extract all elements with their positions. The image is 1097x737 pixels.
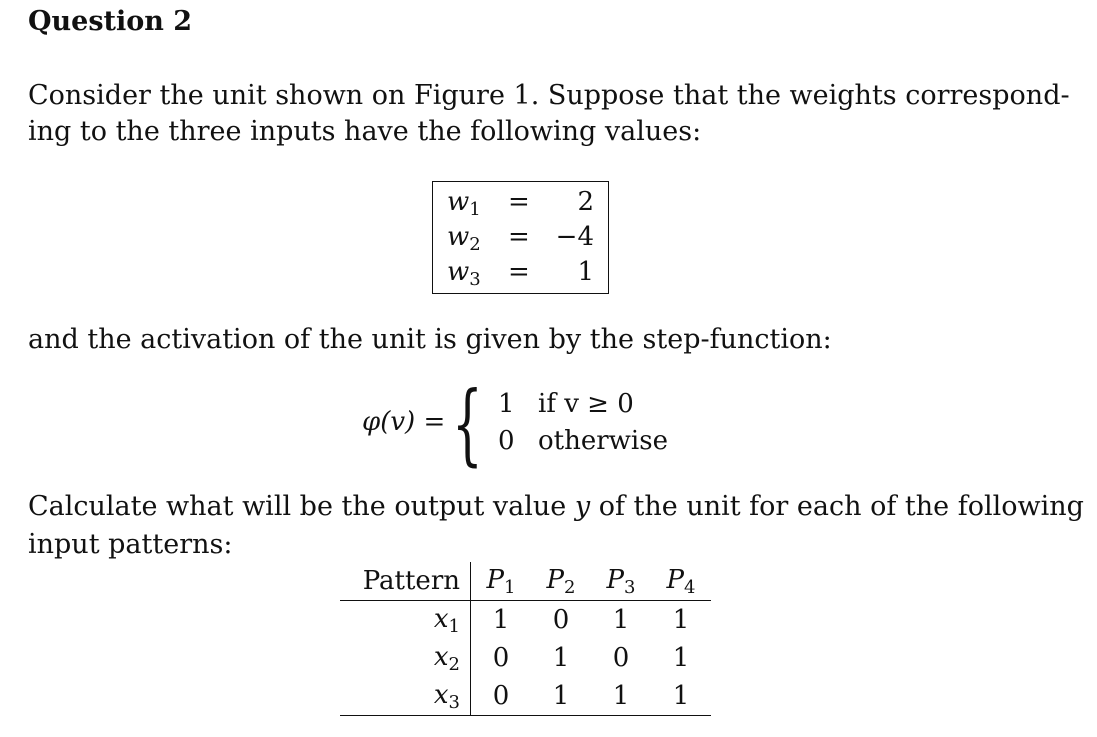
table-cell: 1 [651, 677, 711, 716]
row-header: $x_3$ [340, 677, 471, 716]
equals-sign: = [508, 257, 530, 287]
pattern-table [340, 562, 711, 716]
weight-value: 2 [577, 187, 594, 217]
weight-value: 1 [577, 257, 594, 287]
intro-line-2: ing to the three inputs have the following values: [28, 116, 702, 147]
table-cell: 0 [471, 677, 532, 716]
weight-value: −4 [555, 222, 594, 252]
question-title: Question 2 [28, 6, 193, 37]
weight-symbol: $w_2$ [447, 222, 481, 255]
table-row [340, 677, 711, 716]
case2-condition: otherwise [538, 426, 668, 456]
table-cell: 1 [492, 605, 510, 635]
row-header: $x_2$ [340, 639, 471, 677]
weight-row [433, 187, 608, 223]
column-header: $P_2$ [531, 562, 591, 601]
column-header: $P_1$ [471, 562, 532, 601]
weight-symbol: $w_3$ [447, 257, 481, 290]
case2-value: 0 [498, 426, 515, 456]
column-header: $P_3$ [591, 562, 651, 601]
weight-row [433, 222, 608, 258]
left-brace-icon: { [452, 372, 483, 475]
function-lhs: φ(v) = [362, 407, 446, 437]
table-cell: 1 [612, 605, 630, 635]
calc-line-1: Calculate what will be the output value y of the unit for each of the following [28, 491, 1084, 522]
equals-sign: = [508, 187, 530, 217]
row-header: $x_1$ [340, 601, 471, 640]
table-cell: 1 [552, 643, 570, 673]
table-cell: 0 [612, 643, 630, 673]
pattern-header: Pattern [340, 562, 471, 601]
table-cell: 1 [591, 677, 651, 716]
table-cell: 1 [672, 643, 690, 673]
case1-condition: if v ≥ 0 [538, 389, 634, 419]
table-cell: 0 [552, 605, 570, 635]
calc-line-2: input patterns: [28, 529, 233, 560]
intro-line-1: Consider the unit shown on Figure 1. Suppose that the weights correspond- [28, 80, 1070, 111]
table-row [340, 639, 711, 677]
table-cell: 1 [672, 605, 690, 635]
weight-row [433, 257, 608, 293]
table-header-row [340, 562, 711, 601]
column-header: $P_4$ [651, 562, 711, 601]
case1-value: 1 [498, 389, 515, 419]
table-row [340, 601, 711, 640]
activation-text: and the activation of the unit is given by the step-function: [28, 324, 832, 355]
weights-box [432, 181, 609, 294]
equals-sign: = [508, 222, 530, 252]
weight-symbol: $w_1$ [447, 187, 481, 220]
table-cell: 0 [492, 643, 510, 673]
table-cell: 1 [531, 677, 591, 716]
